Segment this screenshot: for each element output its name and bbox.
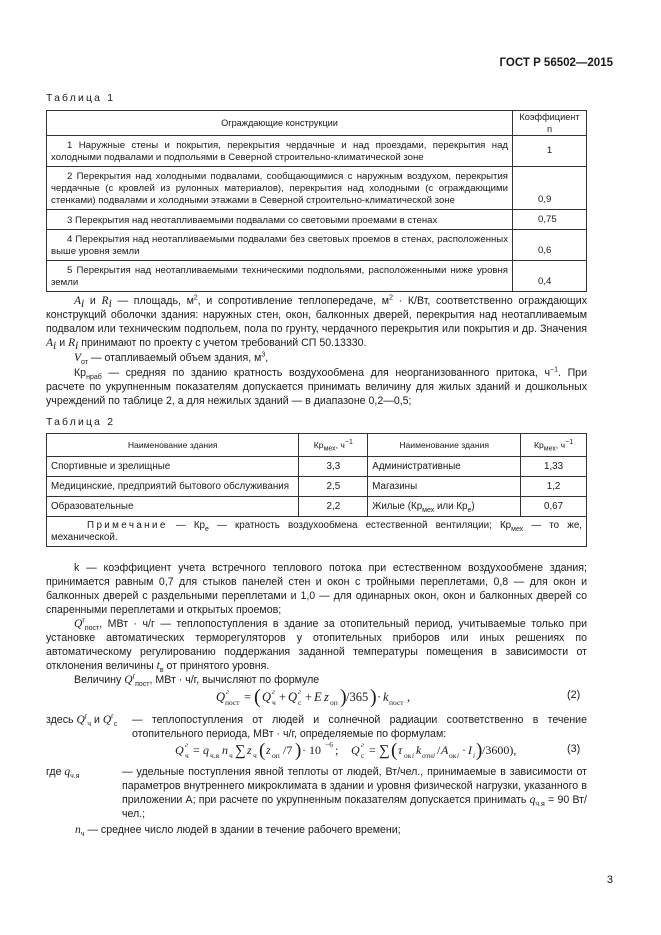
- svg-text:i: i: [412, 752, 414, 760]
- svg-text:I: I: [468, 743, 472, 757]
- table2-col-name2: Наименование здания: [368, 434, 521, 457]
- sub: е: [205, 525, 209, 533]
- sup: г: [82, 617, 85, 625]
- text: или Кр: [434, 500, 468, 512]
- svg-text:г: г: [272, 687, 275, 696]
- svg-text:Q: Q: [351, 743, 360, 757]
- table1-row-value: 1: [513, 136, 587, 167]
- svg-text:n: n: [222, 743, 228, 757]
- symbol-v: V: [74, 352, 82, 364]
- svg-text:ч: ч: [229, 751, 233, 760]
- svg-text:;: ;: [335, 743, 339, 757]
- text: , ч: [335, 440, 345, 450]
- text: Кр: [533, 440, 544, 450]
- table2-cell-value: 1,33: [521, 457, 587, 477]
- svg-text:−6: −6: [325, 740, 333, 749]
- table1-col-coef: Коэффициент n: [513, 111, 587, 136]
- table1-row-text: 4 Перекрытия над неотапливаемыми подвалами без световых проемов в стенах, расположенных выше уровня земли: [47, 230, 513, 261]
- svg-text:∑: ∑: [235, 743, 246, 759]
- svg-text:г: г: [226, 687, 229, 696]
- conj-and: и: [89, 295, 96, 307]
- svg-text:=: =: [193, 743, 200, 757]
- svg-text:,: ,: [407, 690, 411, 704]
- table-row: [47, 261, 587, 292]
- formula-2: [216, 684, 416, 714]
- svg-text:/7: /7: [283, 743, 293, 757]
- svg-text:Q: Q: [288, 690, 298, 704]
- svg-text:k: k: [416, 743, 422, 757]
- symbol-q: Q: [102, 714, 112, 726]
- svg-text:/: /: [437, 743, 441, 757]
- table2-cell-name: [368, 497, 521, 517]
- table-row: [47, 167, 587, 210]
- table1-header-row: [47, 111, 587, 136]
- formula-3: [175, 737, 517, 767]
- table1-row-text: 3 Перекрытия над неотапливаемыми подвалами со световыми проемами в стенах: [47, 210, 513, 230]
- sub: ч: [87, 721, 91, 729]
- svg-text:Q: Q: [262, 690, 272, 704]
- svg-text:q: q: [203, 743, 209, 757]
- svg-text:i: i: [433, 752, 435, 760]
- text: — средняя по зданию кратность воздухообмена для неорганизованного притока, ч: [108, 367, 551, 379]
- table2-cell-value: 1,2: [521, 477, 587, 497]
- table1-row-text: 1 Наружные стены и покрытия, перекрытия чердачные и над проездами, перекрытия над холодными подвалами и подпольями в Северной строительно-климатической зоне: [47, 136, 513, 167]
- sub: ч.я: [70, 773, 80, 781]
- svg-text:i: i: [457, 752, 459, 760]
- table2-note: [47, 517, 587, 547]
- svg-text:с: с: [361, 751, 365, 760]
- table2-cell-name: Магазины: [368, 477, 521, 497]
- symbol-kr: Кр: [74, 367, 87, 379]
- svg-text:оп: оп: [272, 751, 280, 760]
- svg-text:Q: Q: [175, 743, 184, 757]
- svg-text:/365: /365: [346, 690, 369, 704]
- text: здесь: [46, 714, 74, 726]
- symbol-a: A: [46, 337, 54, 349]
- svg-text:+: +: [305, 690, 313, 704]
- svg-text:· 10: · 10: [302, 743, 321, 757]
- table2-col-name: Наименование здания: [47, 434, 299, 457]
- symbol-t: t: [156, 660, 160, 672]
- svg-text:): ): [295, 740, 302, 761]
- table-row: [47, 230, 587, 261]
- text: и: [93, 714, 100, 726]
- svg-text:(: (: [259, 740, 266, 761]
- table2-cell-name: Образовательные: [47, 497, 299, 517]
- svg-text:Q: Q: [216, 690, 226, 704]
- symbol-a: A: [74, 295, 82, 307]
- svg-text:): ): [370, 686, 377, 708]
- document-code: ГОСТ Р 56502—2015: [499, 57, 613, 69]
- svg-text:(: (: [254, 686, 261, 708]
- sup: −1: [550, 366, 558, 374]
- text: — площадь, м: [117, 295, 194, 307]
- text: Величину: [74, 674, 122, 686]
- table2-cell-value: 2,5: [299, 477, 368, 497]
- symbol-a-sub: i: [81, 298, 85, 311]
- conj-and: и: [59, 337, 66, 349]
- text: где: [46, 766, 62, 778]
- sub: с: [113, 721, 118, 729]
- svg-text:·: ·: [377, 690, 382, 704]
- svg-text:ок: ок: [449, 751, 457, 760]
- symbol-r: R: [101, 295, 109, 307]
- text: · К/Вт, соответственно ограждающих конструкций оболочки здания: наружных стен, окон, балконных дверей, перекрытия над неотапливаемым подвалом или техническим подпольем, пола по грунту, чердачного перекрытия или покрытия и др. Значения: [46, 295, 587, 335]
- table1-caption: Таблица 1: [46, 93, 116, 104]
- sub: нраб: [86, 374, 102, 382]
- svg-text:г: г: [298, 687, 301, 696]
- table1: [46, 110, 587, 292]
- text: , ч: [555, 440, 566, 450]
- svg-text:z: z: [324, 690, 329, 704]
- formula-3-graphic: [175, 737, 517, 763]
- svg-text:г: г: [361, 740, 364, 749]
- svg-text:=: =: [369, 743, 376, 757]
- paragraph-zdes-lead: [46, 713, 117, 727]
- sub: мех: [323, 445, 336, 453]
- sub: от: [81, 359, 88, 367]
- svg-text:г: г: [185, 740, 188, 749]
- svg-text:): ): [340, 686, 347, 708]
- table1-row-text: 5 Перекрытия над неотапливаемыми техническими подпольями, расположенными ниже уровня земли: [47, 261, 513, 292]
- paragraph-k: k — коэффициент учета встречного теплового потока при естественном воздухообмене здания; принимается равным 0,7 для стыков панелей стен и окон с тройными переплетами, 0,8 — для окон и балконных дверей с раздельными переплетами и 1,0 — для одинарных окон, окон и балконных дверей со спаренными переплетами и открытых проемов;: [46, 562, 587, 616]
- sub: мех: [422, 506, 435, 514]
- svg-text:ч: ч: [272, 698, 276, 707]
- table1-row-value: 0,9: [513, 167, 587, 210]
- table2-cell-name: Спортивные и зрелищные: [47, 457, 299, 477]
- table-row: [47, 136, 587, 167]
- text: — то же, механической.: [51, 520, 583, 543]
- svg-text:z: z: [247, 743, 252, 757]
- symbol-q: q: [529, 794, 536, 806]
- formula-2-number: (2): [567, 689, 581, 701]
- svg-text:ок: ок: [404, 751, 412, 760]
- svg-text:пост: пост: [225, 698, 240, 707]
- svg-text:ч: ч: [185, 751, 189, 760]
- table1-col-constructions: Ограждающие конструкции: [47, 111, 513, 136]
- svg-text:·: ·: [462, 743, 466, 757]
- paragraph-gde-text: [122, 765, 587, 821]
- sup: 2: [193, 294, 198, 302]
- sup: 3: [261, 351, 266, 359]
- svg-text:A: A: [441, 743, 449, 757]
- svg-text:=: =: [244, 690, 252, 704]
- symbol-r-sub: i: [108, 298, 112, 311]
- table-row: [47, 210, 587, 230]
- svg-text:(: (: [391, 740, 398, 761]
- text: , и сопротивление теплопередаче, м: [197, 295, 390, 307]
- table2-note-row: [47, 517, 587, 547]
- table1-row-value: 0,4: [513, 261, 587, 292]
- sup: г: [84, 713, 88, 721]
- text: — Кр: [167, 520, 205, 531]
- page-number: 3: [606, 874, 613, 886]
- sup: г: [111, 713, 114, 721]
- text: — среднее число людей в здании в течение рабочего времени;: [87, 824, 401, 836]
- text: — кратность воздухообмена естественной вентиляции; Кр: [208, 520, 512, 531]
- text: , МВт · ч/г, вычисляют по формуле: [149, 674, 320, 686]
- sub: мех: [511, 525, 524, 533]
- sub: ч.я: [535, 801, 545, 809]
- sub: ч: [80, 831, 85, 839]
- symbol-q: q: [64, 766, 71, 778]
- text: ,: [265, 352, 269, 364]
- text: , МВт · ч/г — теплопоступления в здание за отопительный период, учитываемые только при установке автоматических терморегуляторов у отопительных приборов или иных решениях по автоматическому регулированию поддержания заданной температуры помещения в зависимости от отклонения величины: [46, 618, 587, 672]
- sub: е: [467, 506, 472, 514]
- svg-text:z: z: [266, 743, 271, 757]
- sup: −1: [344, 439, 353, 447]
- table1-row-value: 0,75: [513, 210, 587, 230]
- table-row: [47, 497, 587, 517]
- paragraph-nch: [75, 823, 401, 837]
- text: от принятого уровня.: [166, 660, 270, 672]
- paragraph-gde-lead: [46, 765, 80, 779]
- sub: пост: [84, 625, 100, 633]
- symbol-q: Q: [76, 714, 85, 726]
- table1-row-text: 2 Перекрытия над холодными подвалами, сообщающимися с наружным воздухом, перекрытия чердачные (с кровлей из рулонных материалов), перекрытия над холодными (с ограждающими стенками) подвалами и холодными этажами в Северной строительно-климатической зоне: [47, 167, 513, 210]
- svg-text:τ: τ: [398, 743, 403, 757]
- table2-cell-name: Медицинские, предприятий бытового обслуживания: [47, 477, 299, 497]
- text: Кр: [313, 440, 324, 450]
- sub: пост: [135, 681, 150, 689]
- svg-text:k: k: [383, 690, 389, 704]
- svg-text:с: с: [298, 698, 302, 707]
- sub: в: [159, 667, 164, 675]
- sup: г: [132, 673, 136, 681]
- svg-text:пост: пост: [389, 698, 404, 707]
- sub: мех: [543, 445, 556, 453]
- sup: 2: [389, 294, 393, 302]
- formula-3-number: (3): [567, 743, 581, 755]
- svg-text:/3600),: /3600),: [482, 743, 517, 757]
- text: = 90 Вт/чел.;: [122, 794, 587, 820]
- text: . При расчете по укрупненным показателям допускается принимать величину для жилых зданий и дошкольных учреждений по таблице 2, а для нежилых зданий — в диапазоне 0,2—0,5;: [46, 367, 587, 407]
- table2-header-row: [47, 434, 587, 457]
- table2-col-kr: [299, 434, 368, 457]
- svg-text:i: i: [473, 752, 475, 760]
- paragraph-kr: [46, 366, 587, 408]
- paragraph-zdes-text: — теплопоступления от людей и солнечной радиации соответственно в течение отопительного периода, МВт · ч/г, определяемые по формулам:: [132, 714, 587, 740]
- paragraph-vot: [46, 351, 587, 365]
- note-label: Примечание: [87, 520, 168, 531]
- table2-cell-value: 0,67: [521, 497, 587, 517]
- text: — отапливаемый объем здания, м: [90, 352, 262, 364]
- table2-cell-value: 2,2: [299, 497, 368, 517]
- svg-text:оп: оп: [330, 698, 338, 707]
- table2-caption: Таблица 2: [46, 417, 116, 428]
- svg-text:ч.я: ч.я: [210, 751, 220, 760]
- table2-col-kr2: [521, 434, 587, 457]
- symbol-q: Q: [74, 618, 83, 630]
- svg-text:отн: отн: [422, 751, 433, 760]
- svg-text:+: +: [279, 690, 287, 704]
- symbol-q: Q: [124, 674, 133, 686]
- table2-cell-name: Административные: [368, 457, 521, 477]
- formula-2-graphic: [216, 684, 416, 710]
- paragraph-qpost: [46, 617, 587, 673]
- symbol-n: n: [75, 824, 81, 836]
- table-row: [47, 477, 587, 497]
- paragraph-ai-ri: [46, 294, 587, 353]
- table1-row-value: 0,6: [513, 230, 587, 261]
- svg-text:E: E: [314, 690, 322, 704]
- table2-cell-value: 3,3: [299, 457, 368, 477]
- table-row: [47, 457, 587, 477]
- svg-text:∑: ∑: [379, 743, 390, 759]
- symbol-r-sub: i: [75, 340, 79, 353]
- symbol-r: R: [68, 337, 76, 349]
- svg-text:): ): [476, 740, 483, 761]
- sup: −1: [565, 439, 574, 447]
- symbol-a-sub: i: [53, 340, 57, 353]
- text: — удельные поступления явной теплоты от людей, Вт/чел., принимаемые в зависимости от параметров внутреннего микроклимата в здании и уровня физической нагрузки, указанного в приложении А; при расчете по укрупненным показателям допускается принимать: [122, 766, 587, 806]
- text: принимают по проекту с учетом требований СП 50.13330.: [81, 337, 367, 349]
- text: Жилые (Кр: [372, 500, 423, 512]
- table2: [46, 433, 587, 547]
- svg-text:ч: ч: [253, 751, 257, 760]
- text: ): [471, 500, 475, 512]
